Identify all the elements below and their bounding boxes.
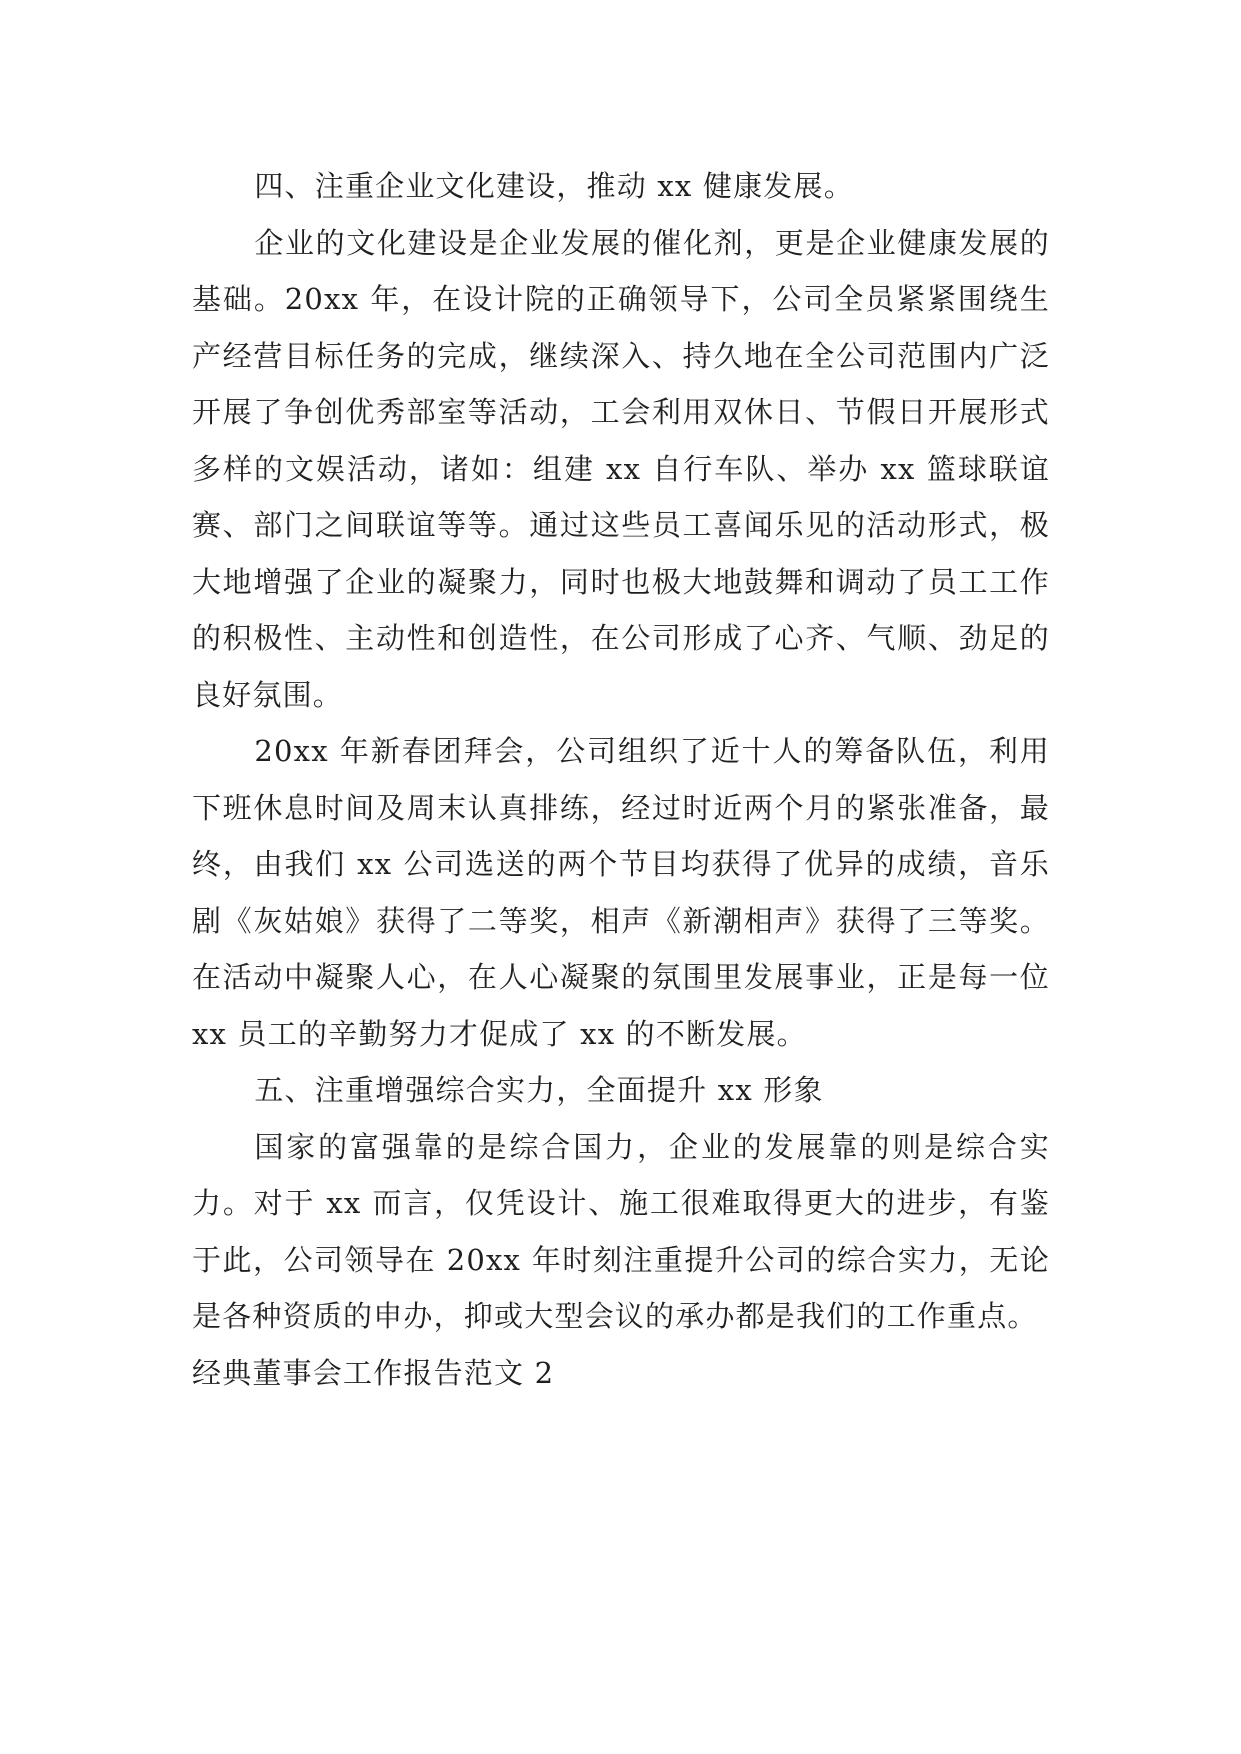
- section-5-paragraph-1: 国家的富强靠的是综合国力，企业的发展靠的则是综合实力。对于 xx 而言，仅凭设计、施工很难取得更大的进步，有鉴于此，公司领导在 20xx 年时刻注重提升公司的综合实力，无论是各种资质的申办，抑或大型会议的承办都是我们的工作重点。: [192, 1129, 1050, 1333]
- next-report-title: 经典董事会工作报告范文 2: [192, 1355, 555, 1390]
- section-5-heading: 五、注重增强综合实力，全面提升 xx 形象: [254, 1073, 824, 1107]
- section-4-paragraph-1: 企业的文化建设是企业发展的催化剂，更是企业健康发展的基础。20xx 年，在设计院的正确领导下，公司全员紧紧围绕生产经营目标任务的完成，继续深入、持久地在全公司范围内广泛开展了争创优秀部室等活动，工会利用双休日、节假日开展形式多样的文娱活动，诸如：组建 xx 自行车队、举办 xx 篮球联谊赛、部门之间联谊等等。通过这些员工喜闻乐见的活动形式，极大地增强了企业的凝聚力，同时也极大地鼓舞和调动了员工工作的积极性、主动性和创造性，在公司形成了心齐、气顺、劲足的良好氛围。: [192, 225, 1050, 712]
- section-4-heading: 四、注重企业文化建设，推动 xx 健康发展。: [254, 169, 854, 203]
- document-body: [192, 158, 1050, 1401]
- section-4-paragraph-2: 20xx 年新春团拜会，公司组织了近十人的筹备队伍，利用下班休息时间及周末认真排练，经过时近两个月的紧张准备，最终，由我们 xx 公司选送的两个节目均获得了优异的成绩，音乐剧《灰姑娘》获得了二等奖，相声《新潮相声》获得了三等奖。在活动中凝聚人心，在人心凝聚的氛围里发展事业，正是每一位 xx 员工的辛勤努力才促成了 xx 的不断发展。: [192, 734, 1050, 1051]
